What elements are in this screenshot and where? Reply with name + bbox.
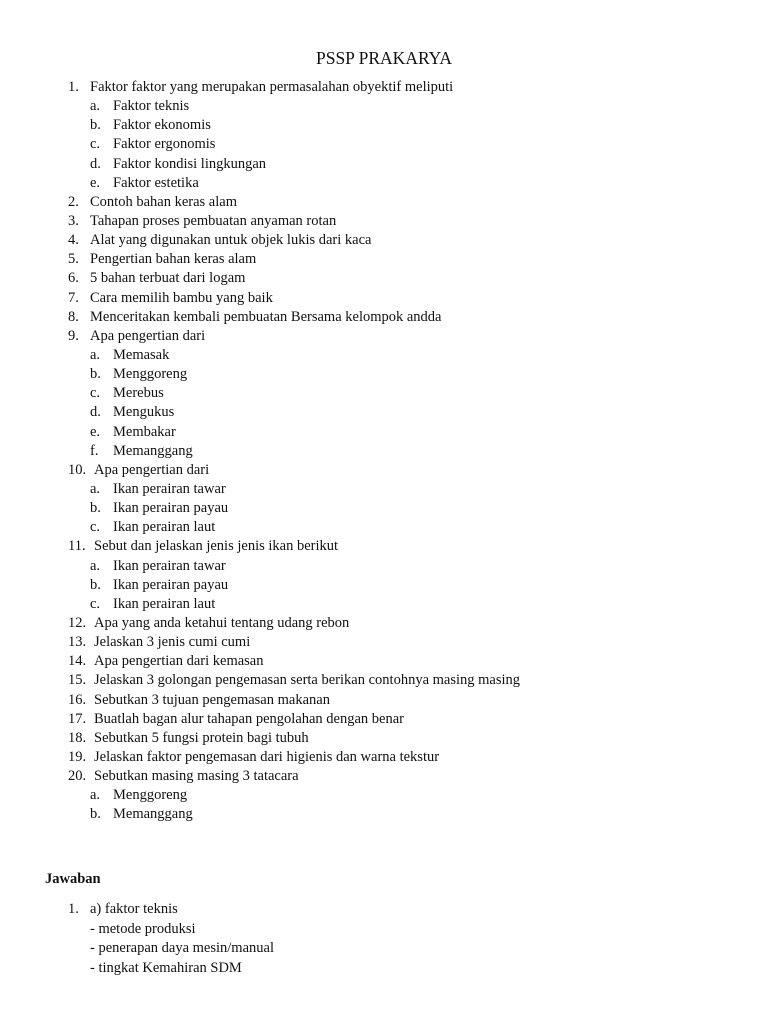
question-number: 5. [68, 251, 79, 268]
sub-item-letter: c. [90, 136, 101, 153]
question-number: 17. [68, 710, 87, 727]
answer-text: a) faktor teknis [90, 901, 178, 917]
sub-item-text: Ikan perairan tawar [113, 557, 226, 574]
sub-item-text: Ikan perairan payau [113, 576, 229, 593]
sub-item-letter: e. [90, 174, 101, 191]
sub-item-text: Memanggang [113, 806, 193, 823]
question-number: 4. [68, 232, 79, 249]
sub-item-text: Faktor estetika [113, 174, 199, 191]
answers-heading: Jawaban [45, 871, 101, 887]
sub-item-letter: a. [90, 787, 101, 804]
sub-item-letter: a. [90, 346, 101, 363]
sub-item-text: Menggoreng [113, 787, 188, 804]
answer-text: - penerapan daya mesin/manual [90, 940, 274, 956]
question-number: 11. [68, 538, 86, 555]
sub-item-text: Mengukus [113, 404, 175, 421]
question-number: 15. [68, 672, 87, 689]
question-number: 9. [68, 327, 79, 344]
question-text: Tahapan proses pembuatan anyaman rotan [90, 212, 337, 229]
sub-item-letter: c. [90, 385, 101, 402]
sub-item-text: Faktor ekonomis [113, 117, 211, 134]
question-text: Sebutkan 3 tujuan pengemasan makanan [94, 691, 330, 708]
question-number: 16. [68, 691, 87, 708]
sub-item-letter: b. [90, 366, 101, 383]
question-number: 18. [68, 729, 87, 746]
question-text: Apa yang anda ketahui tentang udang rebon [94, 614, 350, 631]
sub-item-letter: b. [90, 576, 101, 593]
answer-text: - metode produksi [90, 920, 196, 937]
question-text: 5 bahan terbuat dari logam [90, 270, 246, 287]
sub-item-letter: b. [90, 806, 101, 823]
question-number: 7. [68, 289, 79, 306]
question-text: Sebutkan masing masing 3 tatacara [94, 768, 299, 785]
sub-item-letter: a. [90, 480, 101, 497]
question-text: Jelaskan 3 jenis cumi cumi [94, 634, 251, 651]
sub-item-text: Memasak [113, 346, 170, 363]
sub-item-text: Memanggang [113, 442, 193, 459]
question-text: Sebut dan jelaskan jenis jenis ikan berikut [94, 538, 339, 555]
page-title: PSSP PRAKARYA [315, 48, 453, 68]
question-text: Apa pengertian dari [94, 461, 210, 478]
sub-item-letter: c. [90, 519, 101, 536]
question-text: Apa pengertian dari [90, 327, 206, 344]
question-number: 1. [68, 79, 79, 95]
answer-text: - tingkat Kemahiran SDM [90, 959, 242, 976]
sub-item-letter: d. [90, 155, 101, 172]
sub-item-letter: e. [90, 423, 101, 440]
question-text: Menceritakan kembali pembuatan Bersama kelompok andda [90, 308, 442, 325]
question-text: Alat yang digunakan untuk objek lukis dari kaca [90, 232, 372, 249]
sub-item-text: Ikan perairan laut [113, 519, 216, 536]
question-number: 3. [68, 212, 79, 229]
sub-item-text: Merebus [113, 385, 164, 402]
sub-item-text: Membakar [113, 423, 176, 440]
sub-item-letter: f. [90, 442, 99, 459]
sub-item-text: Ikan perairan payau [113, 500, 229, 517]
question-number: 6. [68, 270, 79, 287]
sub-item-letter: a. [90, 557, 101, 574]
question-text: Jelaskan faktor pengemasan dari higienis dan warna tekstur [94, 748, 440, 765]
question-text: Pengertian bahan keras alam [90, 251, 257, 268]
question-number: 20. [68, 768, 87, 785]
sub-item-text: Ikan perairan laut [113, 595, 216, 612]
sub-item-letter: d. [90, 404, 101, 421]
answer-number: 1. [68, 901, 79, 917]
question-number: 2. [68, 193, 79, 210]
question-text: Buatlah bagan alur tahapan pengolahan dengan benar [94, 710, 405, 727]
question-number: 13. [68, 634, 87, 651]
question-text: Sebutkan 5 fungsi protein bagi tubuh [94, 729, 309, 746]
sub-item-text: Menggoreng [113, 366, 188, 383]
question-number: 14. [68, 653, 87, 670]
question-number: 8. [68, 308, 79, 325]
question-number: 12. [68, 614, 87, 631]
sub-item-letter: c. [90, 595, 101, 612]
sub-item-text: Faktor ergonomis [113, 136, 216, 153]
sub-item-letter: a. [90, 98, 101, 115]
question-text: Faktor faktor yang merupakan permasalahan obyektif meliputi [90, 79, 454, 95]
sub-item-text: Faktor kondisi lingkungan [113, 155, 267, 172]
sub-item-letter: b. [90, 117, 101, 134]
question-number: 10. [68, 461, 87, 478]
sub-item-text: Faktor teknis [113, 98, 190, 115]
sub-item-letter: b. [90, 500, 101, 517]
question-number: 19. [68, 748, 87, 765]
question-text: Apa pengertian dari kemasan [94, 653, 264, 670]
question-text: Jelaskan 3 golongan pengemasan serta berikan contohnya masing masing [94, 672, 521, 689]
sub-item-text: Ikan perairan tawar [113, 480, 226, 497]
question-text: Cara memilih bambu yang baik [90, 289, 273, 306]
question-text: Contoh bahan keras alam [90, 193, 237, 210]
